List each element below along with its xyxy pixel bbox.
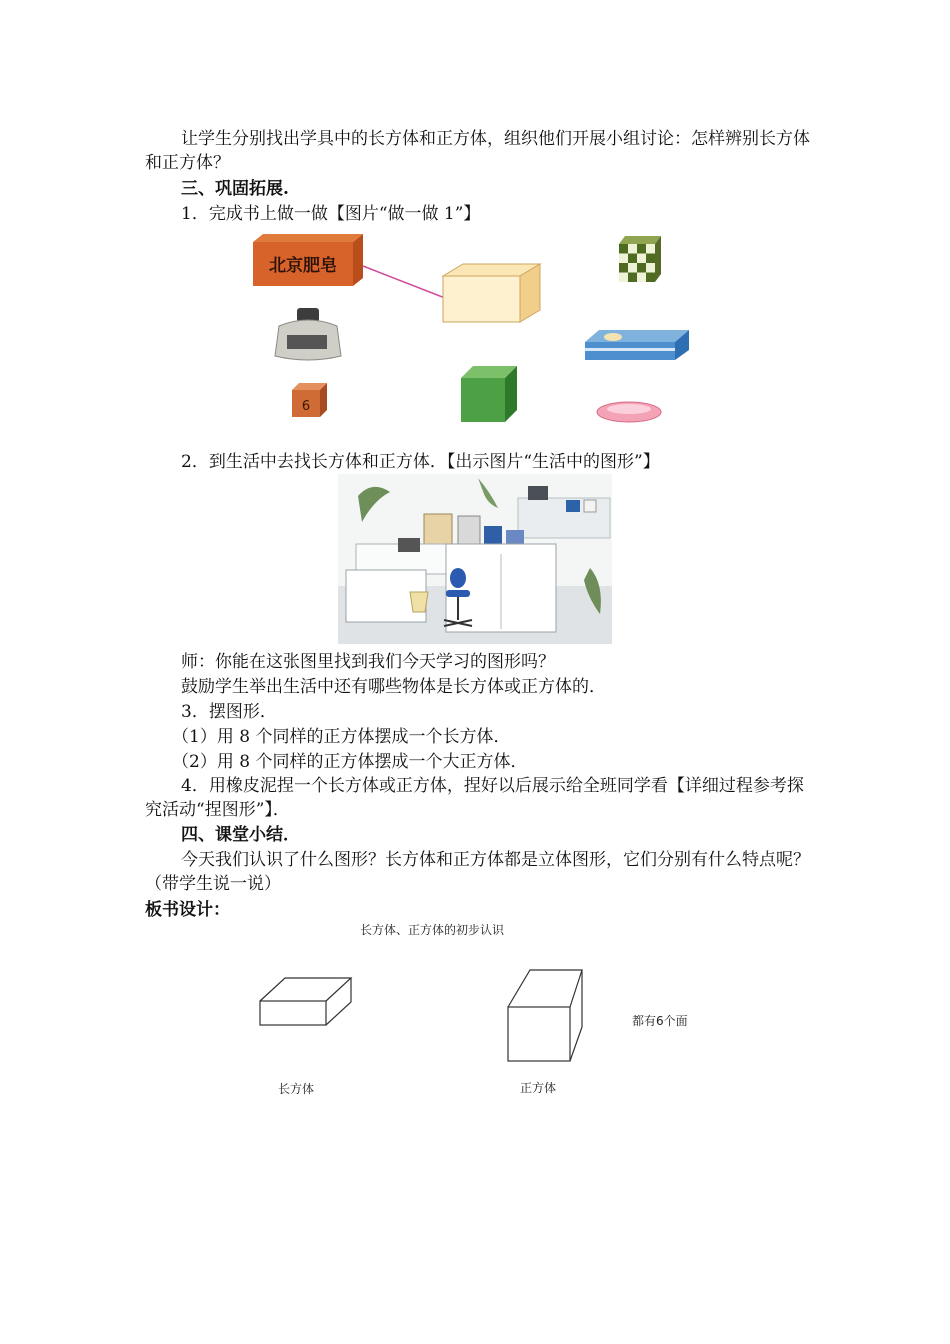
waste-basket	[410, 592, 428, 612]
figure-do-it-1	[245, 230, 705, 435]
item-3: 3．摆图形．	[181, 702, 277, 722]
cuboid-label: 长方体	[278, 1082, 315, 1096]
item-3-sub-2: （2）用 8 个同样的正方体摆成一个大正方体．	[172, 752, 528, 772]
cube-drawing	[508, 970, 582, 1061]
soap-label: 北京肥皂	[269, 256, 337, 276]
board-title: 长方体、正方体的初步认识	[360, 923, 505, 937]
cuboid-drawing	[260, 978, 351, 1025]
item-2: 2．到生活中去找长方体和正方体．【出示图片“生活中的图形”】	[181, 452, 660, 472]
section-heading-summary: 四、课堂小结．	[181, 825, 300, 845]
summary-paragraph: 今天我们认识了什么图形？长方体和正方体都是立体图形，它们分别有什么特点呢？（带学生说一说）	[145, 850, 810, 894]
soap-box	[253, 234, 363, 286]
pink-dish	[597, 402, 661, 422]
item-4: 4．用橡皮泥捏一个长方体或正方体，捏好以后展示给全班同学看【详细过程参考探究活动“捏图形”】．	[145, 776, 804, 820]
item-3-sub-1: （1）用 8 个同样的正方体摆成一个长方体．	[172, 727, 511, 747]
cream-cuboid	[443, 264, 540, 322]
cube-label: 正方体	[520, 1081, 557, 1095]
ink-bottle	[275, 308, 341, 360]
paragraph-discussion: 让学生分别找出学具中的长方体和正方体，组织他们开展小组讨论：怎样辨别长方体和正方体？	[145, 129, 810, 173]
number-die	[292, 383, 327, 417]
green-cube	[461, 366, 517, 422]
connector-line	[363, 266, 445, 298]
section-heading-consolidate: 三、巩固拓展.	[181, 179, 289, 199]
encourage-students: 鼓励学生举出生活中还有哪些物体是长方体或正方体的．	[181, 677, 606, 697]
board-shapes	[255, 965, 590, 1065]
die-label: 6	[301, 399, 311, 414]
pencil-box	[585, 330, 689, 360]
board-design-heading: 板书设计：	[145, 900, 230, 920]
board-note: 都有6个面	[632, 1014, 688, 1028]
teacher-question: 师：你能在这张图里找到我们今天学习的图形吗？	[181, 652, 555, 672]
figure-shapes-in-life	[338, 474, 612, 644]
item-1: 1．完成书上做一做【图片“做一做 1”】	[181, 204, 481, 224]
laptop	[398, 538, 420, 552]
checkered-cube	[619, 236, 661, 282]
